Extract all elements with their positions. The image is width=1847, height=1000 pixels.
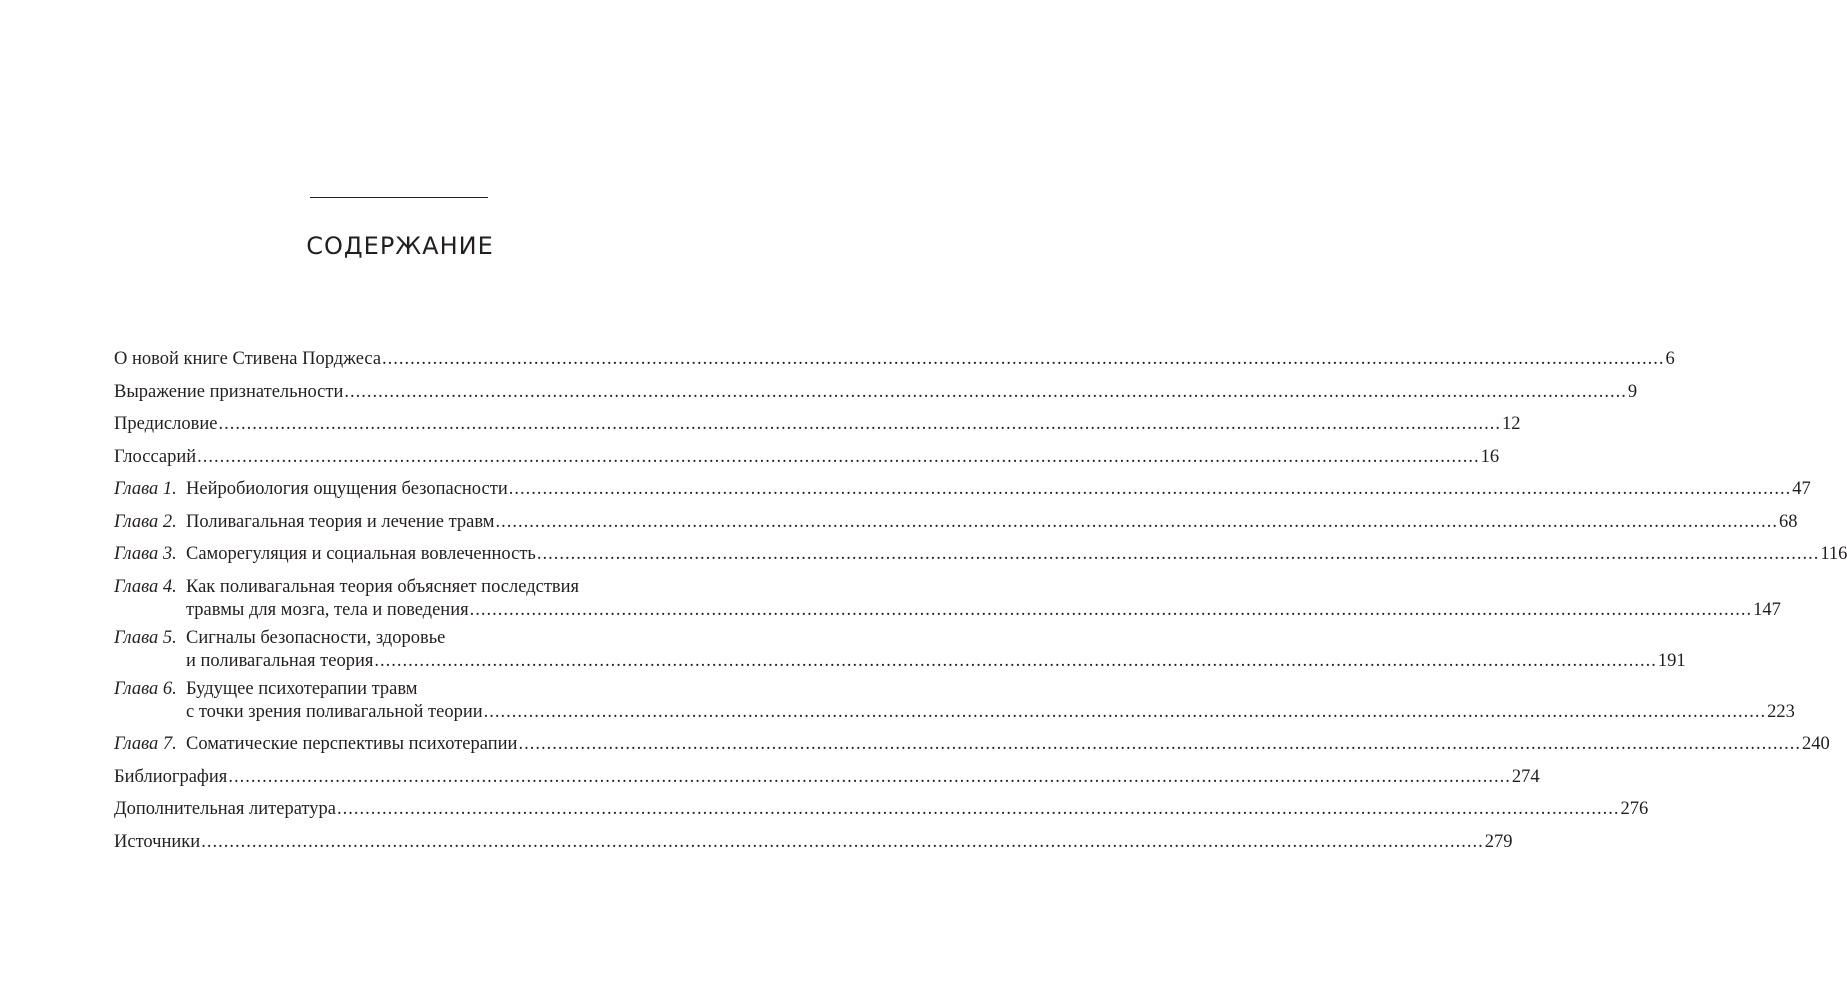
toc-entry-title-line1: Будущее психотерапии травм bbox=[186, 678, 418, 699]
leader-dots bbox=[228, 761, 1511, 794]
leader-dots bbox=[470, 599, 1753, 622]
toc-entry-acknowledgements[interactable] bbox=[114, 376, 1638, 409]
toc-entry-title: Выражение признательности bbox=[114, 381, 344, 402]
toc-entry-page: 16 bbox=[1480, 446, 1500, 467]
toc-entry-title: Саморегуляция и социальная вовлеченность bbox=[186, 544, 536, 564]
toc-entry-title: Библиография bbox=[114, 766, 228, 787]
toc-entry-page: 9 bbox=[1627, 381, 1638, 402]
leader-dots bbox=[509, 473, 1792, 506]
leader-dots bbox=[374, 650, 1657, 673]
toc-entry-chapter-1[interactable] bbox=[114, 473, 1811, 506]
toc-entry-title: Источники bbox=[114, 831, 201, 852]
toc-entry-page: 68 bbox=[1778, 511, 1798, 532]
toc-entry-title-line1: Как поливагальная теория объясняет последствия bbox=[186, 576, 580, 597]
toc-entry-new-book[interactable] bbox=[114, 343, 1675, 376]
toc-entry-title-line2: и поливагальная теория bbox=[186, 650, 374, 671]
toc-entry-chapter-2[interactable] bbox=[114, 506, 1798, 539]
toc-entry-title: Дополнительная литература bbox=[114, 799, 336, 819]
toc-entry-page: 279 bbox=[1484, 831, 1513, 852]
toc-chapter-label: Глава 6. bbox=[114, 678, 177, 699]
toc-entry-preface[interactable] bbox=[114, 408, 1521, 441]
page-title: СОДЕРЖАНИЕ bbox=[306, 232, 494, 261]
toc-chapter-label: Глава 7. bbox=[114, 734, 177, 754]
toc-entry-page: 6 bbox=[1665, 349, 1675, 369]
toc-entry-title: Предисловие bbox=[114, 414, 218, 434]
leader-dots bbox=[382, 343, 1665, 376]
leader-dots bbox=[518, 728, 1801, 761]
toc-entry-chapter-6[interactable] bbox=[114, 678, 1795, 724]
toc-entry-page: 274 bbox=[1511, 766, 1540, 787]
toc-entry-chapter-4[interactable] bbox=[114, 576, 1781, 622]
toc-entry-title: Глоссарий bbox=[114, 446, 197, 467]
toc-entry-further-reading[interactable] bbox=[114, 793, 1649, 826]
leader-dots bbox=[201, 826, 1484, 859]
toc-entry-page: 12 bbox=[1501, 414, 1521, 434]
toc-entry-page: 240 bbox=[1801, 734, 1830, 754]
toc-chapter-label: Глава 1. bbox=[114, 479, 177, 499]
toc-entry-title: О новой книге Стивена Порджеса bbox=[114, 349, 382, 369]
toc-entry-page: 116 bbox=[1820, 544, 1847, 564]
toc-entry-page: 147 bbox=[1753, 599, 1781, 620]
toc-chapter-label: Глава 4. bbox=[114, 576, 177, 597]
toc-entry-title-line2: травмы для мозга, тела и поведения bbox=[186, 599, 469, 620]
toc-entry-glossary[interactable] bbox=[114, 441, 1500, 474]
toc-entry-page: 191 bbox=[1657, 650, 1686, 671]
leader-dots bbox=[484, 701, 1767, 724]
toc-entry-title-line2: с точки зрения поливагальной теории bbox=[186, 701, 483, 722]
toc-chapter-label: Глава 2. bbox=[114, 511, 177, 532]
toc-entry-page: 47 bbox=[1792, 479, 1811, 499]
toc-chapter-label: Глава 3. bbox=[114, 544, 177, 564]
toc-entry-sources[interactable] bbox=[114, 826, 1513, 859]
leader-dots bbox=[537, 538, 1820, 571]
toc-entry-title: Соматические перспективы психотерапии bbox=[186, 734, 518, 754]
toc-entry-page: 276 bbox=[1620, 799, 1649, 819]
table-of-contents bbox=[114, 343, 1847, 858]
toc-entry-title: Поливагальная теория и лечение травм bbox=[186, 511, 495, 532]
toc-entry-bibliography[interactable] bbox=[114, 761, 1540, 794]
leader-dots bbox=[344, 376, 1627, 409]
leader-dots bbox=[197, 441, 1480, 474]
leader-dots bbox=[495, 506, 1778, 539]
toc-chapter-label: Глава 5. bbox=[114, 627, 177, 648]
toc-entry-chapter-5[interactable] bbox=[114, 627, 1686, 673]
heading-rule bbox=[310, 197, 488, 198]
leader-dots bbox=[337, 793, 1620, 826]
toc-entry-chapter-3[interactable] bbox=[114, 538, 1847, 571]
toc-entry-chapter-7[interactable] bbox=[114, 728, 1830, 761]
leader-dots bbox=[218, 408, 1501, 441]
toc-entry-title-line1: Сигналы безопасности, здоровье bbox=[186, 627, 446, 648]
toc-entry-title: Нейробиология ощущения безопасности bbox=[186, 479, 508, 499]
toc-entry-page: 223 bbox=[1767, 701, 1795, 722]
